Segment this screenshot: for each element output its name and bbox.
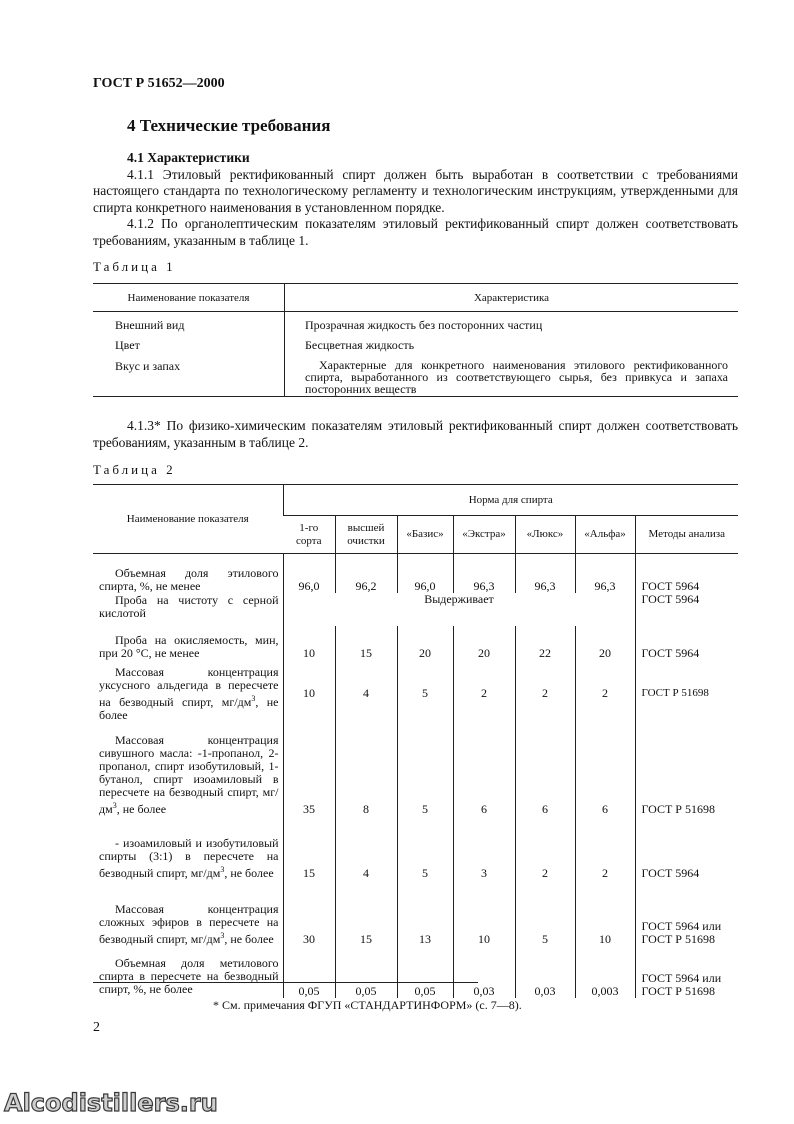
table-row: Внешний вид Прозрачная жидкость без посторонних частиц xyxy=(93,312,738,334)
table1-header-name: Наименование показателя xyxy=(93,284,285,312)
table2-caption: Таблица 2 xyxy=(93,462,176,477)
paragraph-4-1-1: 4.1.1 Этиловый ректификованный спирт должен быть выработан в соответствии с требованиями настоящего стандарта по технологическому регламенту и технологическим инструкциям, утвержденными для спирта конкретного наименования в установленном порядке. xyxy=(93,166,738,215)
table-row: Объемная доля этилового спирта, %, не менее 96,0 96,2 96,0 96,3 96,3 96,3 ГОСТ 5964 xyxy=(93,554,738,594)
watermark: Alcodistillers.ru xyxy=(4,1089,218,1117)
table-row: Массовая концентрация уксусного альдегида в пересчете на безводный спирт, $мг/дм^3$, не более 10 4 5 2 2 2 ГОСТ Р 51698 xyxy=(93,660,738,722)
grade-6: «Альфа» xyxy=(575,516,635,554)
intro-paragraphs xyxy=(93,150,738,249)
table-row: Вкус и запах Характерные для конкретного наименования этилового ректификованного спирта, выработанного из соответствующего сырья, без привкуса и запаха посторонних веществ xyxy=(93,354,738,397)
table1-header-value: Характеристика xyxy=(285,284,739,312)
table-row: Проба на чистоту с серной кислотой Выдерживает ГОСТ 5964 xyxy=(93,593,738,626)
table-row: Массовая концентрация сложных эфиров в пересчете на безводный спирт, $мг/дм^3$, не более 30 15 13 10 5 10 ГОСТ 5964 или ГОСТ Р 51698 xyxy=(93,880,738,946)
footnote-separator xyxy=(93,982,478,983)
footnote: * См. примечания ФГУП «СТАНДАРТИНФОРМ» (с. 7—8). xyxy=(213,998,522,1012)
table-row: Массовая концентрация сивушного масла: -1-пропанол, 2-пропанол, спирт изобутиловый, 1-бутанол, спирт изоамиловый в пересчете на безводный спирт, $мг/дм^3$, не более 35 8 5 6 6 6 ГОСТ Р 51698 xyxy=(93,722,738,816)
table2-header-name: Наименование показателя xyxy=(93,485,283,554)
table-row: Цвет Бесцветная жидкость xyxy=(93,333,738,354)
table-row: Проба на окисляемость, мин, при 20 °С, не менее 10 15 20 20 22 20 ГОСТ 5964 xyxy=(93,626,738,660)
grade-5: «Люкс» xyxy=(515,516,575,554)
section-title: 4 Технические требования xyxy=(127,116,331,135)
grade-4: «Экстра» xyxy=(453,516,515,554)
grade-3: «Базис» xyxy=(397,516,453,554)
subsection-title: 4.1 Характеристики xyxy=(127,150,250,165)
paragraph-4-1-2: 4.1.2 По органолептическим показателям этиловый ректификованный спирт должен соответствовать требованиям, указанным в таблице 1. xyxy=(93,216,738,248)
table1-caption: Таблица 1 xyxy=(93,259,176,274)
grade-1: 1-го сорта xyxy=(283,516,335,554)
merged-value: Выдерживает xyxy=(283,593,635,626)
table2-header-group: Норма для спирта xyxy=(283,485,738,516)
grade-2: высшей очистки xyxy=(335,516,397,554)
table-1 xyxy=(93,283,738,397)
table-row: - изоамиловый и изобутиловый спирты (3:1) в пересчете на безводный спирт, $мг/дм^3$, не более 15 4 5 3 2 2 ГОСТ 5964 xyxy=(93,816,738,880)
document-header: ГОСТ Р 51652—2000 xyxy=(93,76,225,91)
page-number: 2 xyxy=(93,1020,100,1035)
table-row: Объемная доля метилового спирта в пересчете на безводный спирт, %, не более 0,05 0,05 0,05 0,03 0,03 0,003 ГОСТ 5964 или ГОСТ Р 51698 xyxy=(93,946,738,998)
table2-header-method: Методы анализа xyxy=(635,516,738,554)
table-2 xyxy=(93,484,738,998)
paragraph-block-3 xyxy=(93,418,738,451)
paragraph-4-1-3: 4.1.3* По физико-химическим показателям этиловый ректификованный спирт должен соответствовать требованиям, указанным в таблице 2. xyxy=(93,418,738,450)
